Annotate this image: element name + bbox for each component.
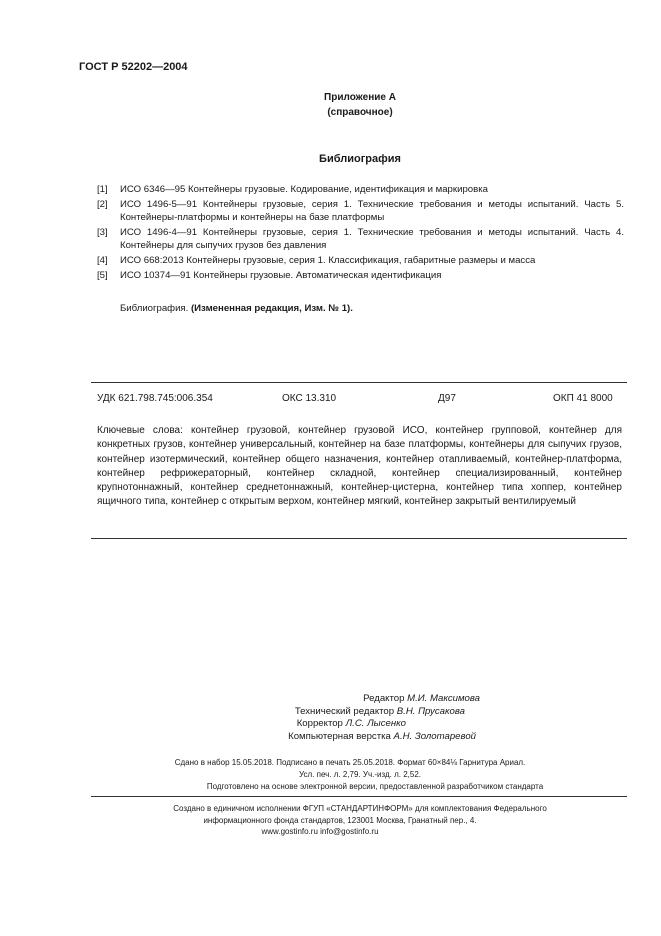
- credit-role: Редактор: [363, 693, 405, 704]
- item-text: ИСО 668:2013 Контейнеры грузовые, серия 1. Классификация, габаритные размеры и масса: [120, 255, 536, 266]
- d-code: Д97: [438, 393, 456, 404]
- item-number: [2]: [97, 199, 108, 210]
- credit-name: В.Н. Прусакова: [396, 706, 465, 717]
- udk-code: УДК 621.798.745:006.354: [97, 393, 213, 404]
- item-text: ИСО 1496-5—91 Контейнеры грузовые, серия 1. Технические требования и методы испытаний. Часть 5. Контейнеры-платформы и контейнеры на базе платформы: [120, 199, 624, 223]
- print-info-line3: Подготовлено на основе электронной версии, предоставленной разработчиком стандарта: [206, 782, 544, 791]
- print-info-line2: Усл. печ. л. 2,79. Уч.-изд. л. 2,52.: [298, 770, 422, 779]
- credit-tech-editor: [165, 706, 465, 717]
- bibliography-item: [97, 183, 624, 196]
- note-bold: (Измененная редакция, Изм. № 1).: [190, 303, 353, 314]
- item-number: [3]: [97, 227, 108, 238]
- amendment-note: [120, 303, 353, 314]
- bibliography-item: [97, 226, 624, 252]
- divider: [91, 538, 627, 539]
- bibliography-title: Библиография: [319, 153, 401, 165]
- divider: [91, 796, 627, 797]
- document-id: ГОСТ Р 52202—2004: [79, 61, 188, 73]
- credit-corrector: [106, 718, 406, 729]
- note-prefix: Библиография.: [120, 303, 189, 314]
- oks-code: ОКС 13.310: [282, 393, 337, 404]
- publisher-line1: Создано в единичном исполнении ФГУП «СТАНДАРТИНФОРМ» для комплектования Федерального: [173, 804, 547, 813]
- bibliography-item: [97, 198, 624, 224]
- divider: [91, 382, 627, 383]
- bibliography-item: [97, 254, 624, 267]
- publisher-line3: www.gostinfo.ru info@gostinfo.ru: [261, 827, 379, 836]
- keywords: Ключевые слова: контейнер грузовой, контейнер грузовой ИСО, контейнер групповой, контейнер для конкретных грузов, контейнер универсальный, контейнер на базе платформы, контейнеры для сыпучих грузов, контейнер изотермический, контейнер общего назначения, контейнер отапливаемый, контейнер-платформа, контейнер рефрижераторный, контейнер складной, контейнер специализированный, контейнер крупнотоннажный, контейнер среднетоннажный, контейнер-цистерна, контейнер типа хоппер, контейнер ящичного типа, контейнер с открытым верхом, контейнер мягкий, контейнер закрытый вентилируемый: [97, 425, 622, 508]
- item-text: ИСО 6346—95 Контейнеры грузовые. Кодирование, идентификация и маркировка: [120, 184, 488, 195]
- item-number: [4]: [97, 255, 108, 266]
- credit-editor: [180, 693, 480, 704]
- credit-name: М.И. Максимова: [407, 693, 480, 704]
- credit-role: Компьютерная верстка: [288, 731, 391, 742]
- credit-name: Л.С. Лысенко: [345, 718, 406, 729]
- credit-role: Корректор: [296, 718, 343, 729]
- credit-layout: [176, 731, 476, 742]
- item-text: ИСО 1496-4—91 Контейнеры грузовые, серия 1. Технические требования и методы испытаний. Часть 4. Контейнеры для сыпучих грузов без давления: [120, 227, 624, 251]
- publisher-line2: информационного фонда стандартов, 123001 Москва, Гранатный пер., 4.: [203, 816, 477, 825]
- annex-title: Приложение А: [324, 92, 396, 103]
- item-number: [1]: [97, 184, 108, 195]
- bibliography-list: [97, 183, 624, 284]
- print-info-line1: Сдано в набор 15.05.2018. Подписано в печать 25.05.2018. Формат 60×84⅛ Гарнитура Ариал.: [174, 758, 526, 767]
- annex-subtitle: (справочное): [327, 107, 393, 118]
- credit-role: Технический редактор: [294, 706, 395, 717]
- item-number: [5]: [97, 270, 108, 281]
- bibliography-item: [97, 269, 624, 282]
- okp-code: ОКП 41 8000: [553, 393, 613, 404]
- credit-name: А.Н. Золотаревой: [393, 731, 476, 742]
- item-text: ИСО 10374—91 Контейнеры грузовые. Автоматическая идентификация: [120, 270, 442, 281]
